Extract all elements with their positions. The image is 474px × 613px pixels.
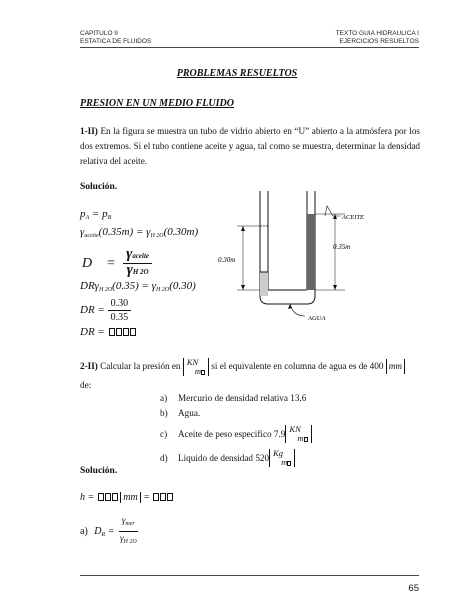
footer-divider <box>80 575 419 576</box>
problem-1-statement: En la figura se muestra un tubo de vidrio abierto en “U” abierto a la atmósfera por los dos extremos. Si el tubo contiene aceite y agua, tal como se muestra, determinar la densidad relativa del aceite. <box>80 126 420 166</box>
problem-2-number: 2-II) <box>80 361 98 372</box>
list-item: c) Aceite de peso especifico 7.9 KN m <box>160 422 312 446</box>
equation-dr-mercury: a) $D_R$ = $\frac{\gamma_{mer}}{\gamma_{H 2O}}$ <box>80 515 137 545</box>
unit-kn-m2: KN m <box>183 358 209 376</box>
problem-1-text <box>80 124 420 169</box>
header-right <box>336 30 419 46</box>
page-number: 65 <box>408 583 419 594</box>
equation-gamma-balance: $\gamma_{aceite}(0.35m) = \gamma_{H 2O}(0.30m)$ <box>80 226 199 239</box>
problem-2-text: 2-II) Calcular la presión en KN m si el equivalente en columna de agua es de 400 mm <box>80 358 430 376</box>
equation-dr-balance: $DR\gamma_{H 2O}(0.35) = \gamma_{H 2O}(0.30)$ <box>80 280 196 293</box>
section-heading: PRESION EN UN MEDIO FLUIDO <box>80 98 234 109</box>
water-left <box>260 272 268 296</box>
list-item: b) Agua. <box>160 408 201 418</box>
oil-column <box>307 214 315 290</box>
header-divider <box>80 47 419 48</box>
header-left <box>80 30 151 46</box>
equation-density-def: D = $\frac{\text{γaceite}}{\gamma H 2O}$ <box>82 248 152 279</box>
book-title: TEXTO GUIA HIDRAULICA I <box>335 30 419 37</box>
option-list <box>160 392 312 470</box>
solution-2-label: Solución. <box>80 466 118 476</box>
equation-h: h = mm = <box>80 492 179 503</box>
label-aceite: ACEITE <box>342 214 365 221</box>
equation-dr-result: DR = <box>80 326 136 338</box>
problem-2-de: de: <box>80 380 92 390</box>
chapter-title: ESTATICA DE FLUIDOS <box>80 38 152 45</box>
label-035: 0.35m <box>333 243 351 251</box>
solution-1-label: Solución. <box>80 182 118 192</box>
unit-mm: mm <box>386 359 405 374</box>
page-title: PROBLEMAS RESUELTOS <box>176 68 298 79</box>
list-item: d) Liquido de densidad 520 Kg m <box>160 446 312 470</box>
chapter-label: CAPITULO II <box>80 30 118 37</box>
section-label: EJERCICIOS RESUELTOS <box>339 38 419 45</box>
u-tube-figure <box>215 186 390 331</box>
problem-1-number: 1-II) <box>80 126 98 136</box>
label-agua: AGUA <box>308 315 326 322</box>
label-030: 0.30m <box>218 256 236 264</box>
equation-pa-pb: $p_A = p_B$ <box>80 208 112 221</box>
list-item: a) Mercurio de densidad relativa 13.6 <box>160 393 307 403</box>
equation-dr-fraction: DR = $\frac{0.30}{0.35}$ <box>80 297 131 324</box>
